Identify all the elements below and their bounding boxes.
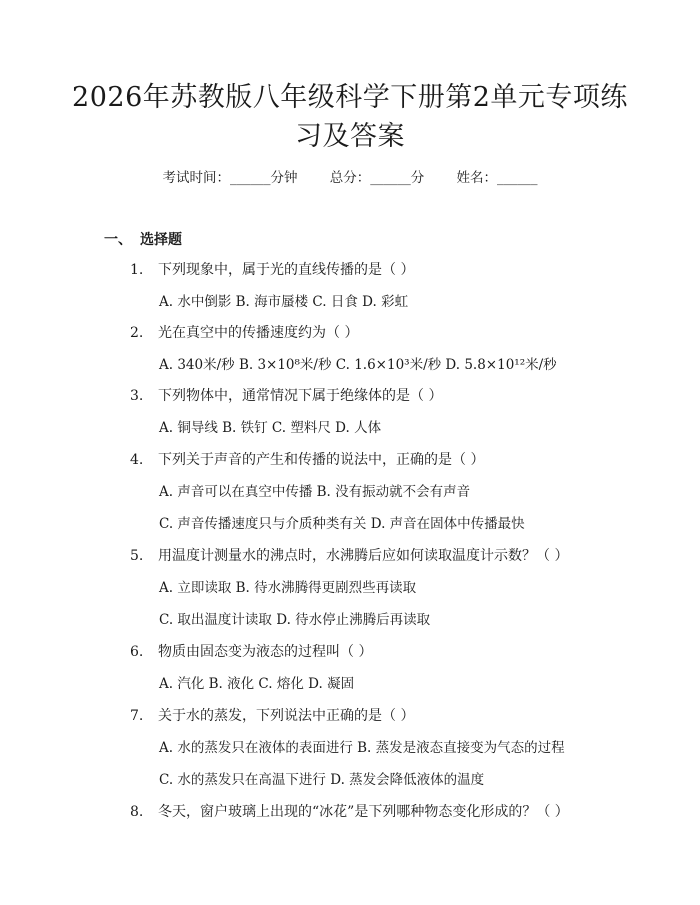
question-4-options-line-1: A. 声音可以在真空中传播 B. 没有振动就不会有声音: [159, 484, 471, 500]
question-6: [130, 642, 372, 662]
question-7-options-line-1: A. 水的蒸发只在液体的表面进行 B. 蒸发是液态直接变为气态的过程: [159, 740, 565, 756]
question-4: [130, 450, 484, 470]
question-number: 2.: [130, 325, 144, 341]
question-number: 5.: [130, 548, 144, 564]
question-number: 6.: [130, 644, 144, 660]
question-2: [130, 323, 358, 343]
question-text: 物质由固态变为液态的过程叫（ ）: [158, 644, 373, 660]
question-5: [130, 546, 568, 566]
question-2-options: A. 340米/秒 B. 3×10⁸米/秒 C. 1.6×10³米/秒 D. 5.8×10¹²米/秒: [159, 357, 557, 373]
question-number: 3.: [130, 388, 144, 404]
section-title: 选择题: [140, 232, 182, 248]
question-text: 下列物体中，通常情况下属于绝缘体的是（ ）: [158, 388, 443, 404]
section-heading: [104, 230, 182, 250]
exam-meta-line: [0, 168, 700, 188]
question-text: 冬天，窗户玻璃上出现的“冰花”是下列哪种物态变化形成的？（ ）: [158, 804, 569, 820]
question-number: 8.: [130, 804, 144, 820]
question-number: 4.: [130, 452, 144, 468]
question-3: [130, 386, 442, 406]
section-number: 一、: [104, 232, 132, 248]
question-7-options-line-2: C. 水的蒸发只在高温下进行 D. 蒸发会降低液体的温度: [159, 772, 485, 788]
student-name-field: 姓名：______: [456, 170, 538, 186]
question-number: 7.: [130, 708, 144, 724]
question-4-options-line-2: C. 声音传播速度只与介质种类有关 D. 声音在固体中传播最快: [159, 516, 525, 532]
question-5-options-line-1: A. 立即读取 B. 待水沸腾得更剧烈些再读取: [159, 580, 417, 596]
document-title: 2026年苏教版八年级科学下册第2单元专项练习及答案: [72, 82, 628, 152]
exam-time-field: 考试时间：______分钟: [162, 170, 298, 186]
question-8: [130, 802, 569, 822]
question-text: 下列关于声音的产生和传播的说法中，正确的是（ ）: [158, 452, 485, 468]
question-1: [130, 260, 414, 280]
question-number: 1.: [130, 262, 144, 278]
question-text: 用温度计测量水的沸点时，水沸腾后应如何读取温度计示数？（ ）: [158, 548, 569, 564]
question-3-options: A. 铜导线 B. 铁钉 C. 塑料尺 D. 人体: [159, 420, 382, 436]
question-text: 下列现象中，属于光的直线传播的是（ ）: [158, 262, 415, 278]
question-text: 光在真空中的传播速度约为（ ）: [158, 325, 359, 341]
question-7: [130, 706, 414, 726]
total-score-field: 总分：______分: [329, 170, 425, 186]
question-5-options-line-2: C. 取出温度计读取 D. 待水停止沸腾后再读取: [159, 612, 431, 628]
question-6-options: A. 汽化 B. 液化 C. 熔化 D. 凝固: [159, 676, 355, 692]
question-text: 关于水的蒸发，下列说法中正确的是（ ）: [158, 708, 415, 724]
question-1-options: A. 水中倒影 B. 海市蜃楼 C. 日食 D. 彩虹: [159, 294, 409, 310]
